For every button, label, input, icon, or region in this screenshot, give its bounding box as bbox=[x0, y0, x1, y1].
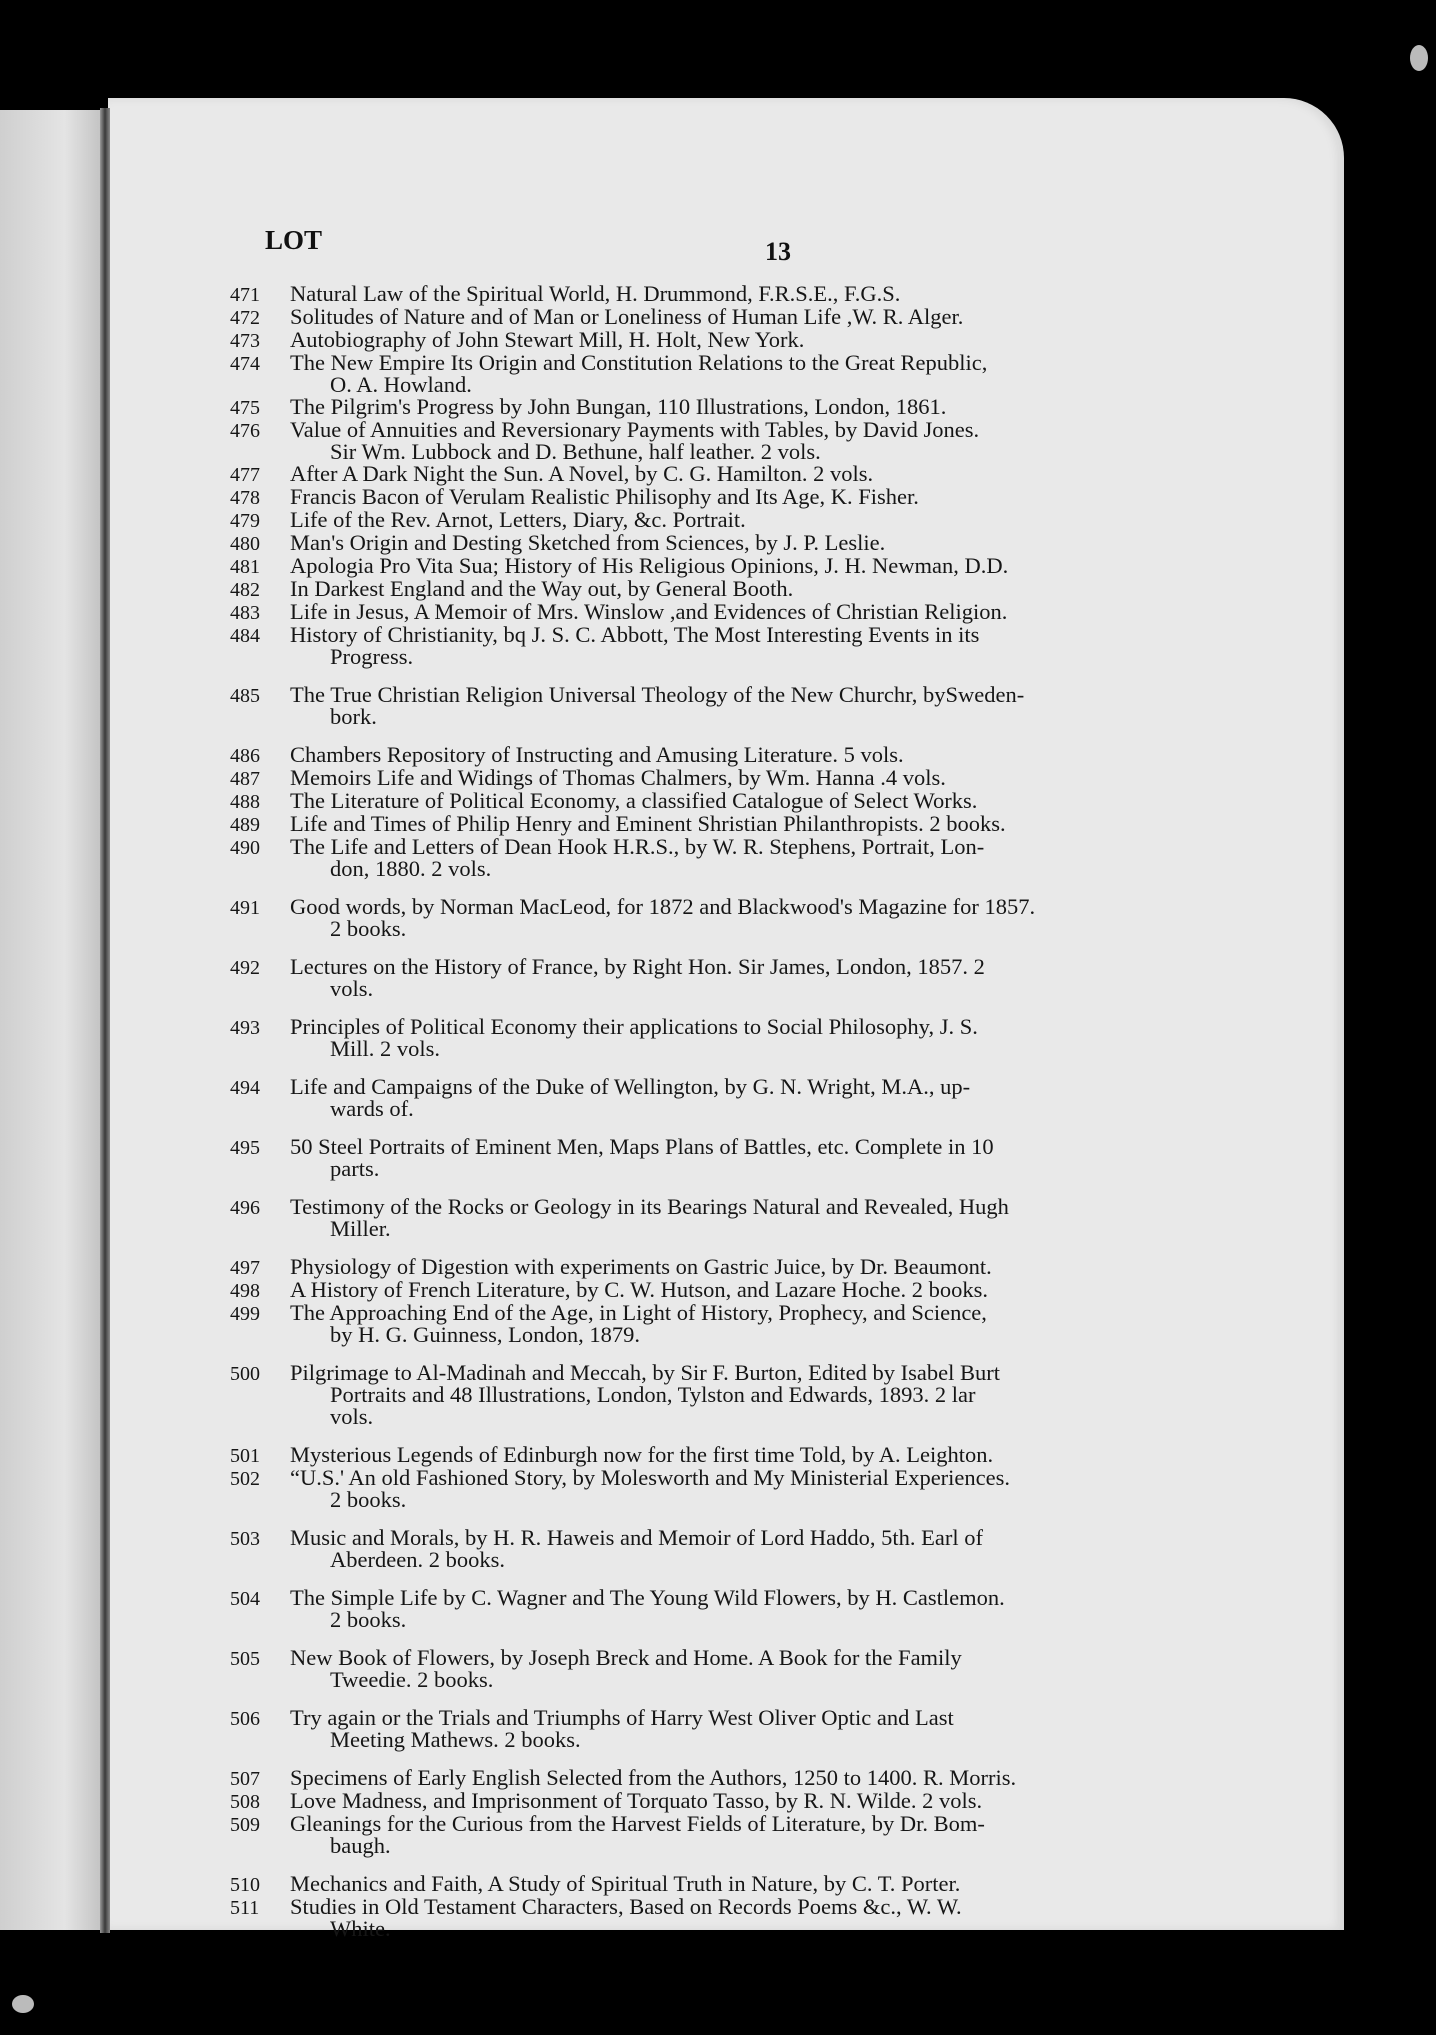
lot-entry bbox=[230, 283, 1270, 306]
page-number: 13 bbox=[765, 237, 791, 266]
lot-description-continuation: Progress. bbox=[330, 644, 414, 669]
lot-number: 509 bbox=[230, 1814, 260, 1836]
lot-description-line: The Simple Life by C. Wagner and The Young Wild Flowers, by H. Castlemon. bbox=[290, 1585, 1005, 1610]
lot-entry bbox=[230, 1587, 1270, 1631]
lot-number: 510 bbox=[230, 1874, 260, 1896]
lot-description bbox=[290, 509, 1270, 532]
lot-description bbox=[290, 684, 1270, 728]
lot-description bbox=[290, 486, 1270, 509]
lot-entry bbox=[230, 1896, 1270, 1940]
lot-number: 498 bbox=[230, 1280, 260, 1302]
lot-description bbox=[290, 352, 1270, 396]
lot-description-line: Francis Bacon of Verulam Realistic Philisophy and Its Age, K. Fisher. bbox=[290, 484, 919, 509]
lot-number: 472 bbox=[230, 307, 260, 329]
lot-description-line: In Darkest England and the Way out, by General Booth. bbox=[290, 576, 794, 601]
lot-description-continuation: Portraits and 48 Illustrations, London, Tylston and Edwards, 1893. 2 lar bbox=[330, 1382, 976, 1407]
lot-number: 479 bbox=[230, 510, 260, 532]
lot-description-line: Value of Annuities and Reversionary Payments with Tables, by David Jones. bbox=[290, 417, 980, 442]
lot-entry bbox=[230, 1302, 1270, 1346]
lot-description bbox=[290, 555, 1270, 578]
lot-description-line: Mechanics and Faith, A Study of Spiritual Truth in Nature, by C. T. Porter. bbox=[290, 1871, 961, 1896]
lot-description-line: Chambers Repository of Instructing and Amusing Literature. 5 vols. bbox=[290, 742, 904, 767]
lot-entry bbox=[230, 1647, 1270, 1691]
lot-description-line: Lectures on the History of France, by Right Hon. Sir James, London, 1857. 2 bbox=[290, 954, 985, 979]
lot-description-line: New Book of Flowers, by Joseph Breck and Home. A Book for the Family bbox=[290, 1645, 962, 1670]
lot-number: 499 bbox=[230, 1303, 260, 1325]
lot-entry bbox=[230, 956, 1270, 1000]
lot-description-line: Life and Times of Philip Henry and Eminent Shristian Philanthropists. 2 books. bbox=[290, 811, 1006, 836]
lot-description-line: Memoirs Life and Widings of Thomas Chalmers, by Wm. Hanna .4 vols. bbox=[290, 765, 946, 790]
lot-number: 475 bbox=[230, 397, 260, 419]
lot-description-continuation: Tweedie. 2 books. bbox=[330, 1667, 494, 1692]
lot-description bbox=[290, 419, 1270, 463]
lot-description-line: The Pilgrim's Progress by John Bungan, 110 Illustrations, London, 1861. bbox=[290, 394, 947, 419]
lot-description-line: Testimony of the Rocks or Geology in its Bearings Natural and Revealed, Hugh bbox=[290, 1194, 1009, 1219]
lot-description-continuation: 2 books. bbox=[330, 1607, 407, 1632]
lot-description-line: After A Dark Night the Sun. A Novel, by C. G. Hamilton. 2 vols. bbox=[290, 461, 874, 486]
lot-description-line: Life and Campaigns of the Duke of Wellington, by G. N. Wright, M.A., up- bbox=[290, 1074, 971, 1099]
lot-description-line: Music and Morals, by H. R. Haweis and Memoir of Lord Haddo, 5th. Earl of bbox=[290, 1525, 983, 1550]
lot-entry bbox=[230, 1767, 1270, 1790]
lot-description-line: 50 Steel Portraits of Eminent Men, Maps Plans of Battles, etc. Complete in 10 bbox=[290, 1134, 994, 1159]
lot-entry bbox=[230, 555, 1270, 578]
lot-description-line: Pilgrimage to Al-Madinah and Meccah, by Sir F. Burton, Edited by Isabel Burt bbox=[290, 1360, 1000, 1385]
lot-description bbox=[290, 1647, 1270, 1691]
lot-number: 488 bbox=[230, 791, 260, 813]
lot-description bbox=[290, 1896, 1270, 1940]
lot-description-continuation: Mill. 2 vols. bbox=[330, 1036, 441, 1061]
lot-description bbox=[290, 283, 1270, 306]
lot-description-line: Natural Law of the Spiritual World, H. Drummond, F.R.S.E., F.G.S. bbox=[290, 281, 901, 306]
lot-entry bbox=[230, 1873, 1270, 1896]
lot-number: 492 bbox=[230, 957, 260, 979]
lot-description-line: Mysterious Legends of Edinburgh now for the first time Told, by A. Leighton. bbox=[290, 1442, 994, 1467]
lot-description bbox=[290, 532, 1270, 555]
lot-description bbox=[290, 896, 1270, 940]
lot-description bbox=[290, 578, 1270, 601]
lot-description-line: Life of the Rev. Arnot, Letters, Diary, &c. Portrait. bbox=[290, 507, 746, 532]
lot-description bbox=[290, 1790, 1270, 1813]
lot-number: 490 bbox=[230, 837, 260, 859]
lot-description-continuation: baugh. bbox=[330, 1833, 391, 1858]
lot-description-continuation: White. bbox=[330, 1916, 391, 1941]
lot-description-line: The True Christian Religion Universal Theology of the New Churchr, bySweden- bbox=[290, 682, 1025, 707]
lot-number: 486 bbox=[230, 745, 260, 767]
lot-description-line: Solitudes of Nature and of Man or Loneliness of Human Life ,W. R. Alger. bbox=[290, 304, 964, 329]
lot-description bbox=[290, 396, 1270, 419]
lot-number: 503 bbox=[230, 1528, 260, 1550]
lot-description-continuation: don, 1880. 2 vols. bbox=[330, 856, 492, 881]
lot-description bbox=[290, 1302, 1270, 1346]
lot-description-line: The Approaching End of the Age, in Light of History, Prophecy, and Science, bbox=[290, 1300, 987, 1325]
lot-number: 496 bbox=[230, 1197, 260, 1219]
lot-entry bbox=[230, 1444, 1270, 1467]
lot-number: 502 bbox=[230, 1468, 260, 1490]
lot-number: 504 bbox=[230, 1588, 260, 1610]
lot-entry bbox=[230, 396, 1270, 419]
lot-entry bbox=[230, 1136, 1270, 1180]
lot-number: 511 bbox=[230, 1897, 260, 1919]
lot-entry bbox=[230, 624, 1270, 668]
book-gutter bbox=[100, 108, 110, 1933]
lot-description bbox=[290, 1136, 1270, 1180]
lot-description-line: The Life and Letters of Dean Hook H.R.S., by W. R. Stephens, Portrait, Lon- bbox=[290, 834, 985, 859]
lot-description bbox=[290, 1707, 1270, 1751]
lot-description bbox=[290, 1076, 1270, 1120]
lot-number: 489 bbox=[230, 814, 260, 836]
lot-description-line: Love Madness, and Imprisonment of Torquato Tasso, by R. N. Wilde. 2 vols. bbox=[290, 1788, 983, 1813]
lot-column-label: LOT bbox=[265, 225, 323, 255]
lot-number: 478 bbox=[230, 487, 260, 509]
lot-entry bbox=[230, 1813, 1270, 1857]
lot-number: 493 bbox=[230, 1017, 260, 1039]
page-header bbox=[155, 225, 1265, 265]
lot-description-continuation: Miller. bbox=[330, 1216, 391, 1241]
lot-description-line: Apologia Pro Vita Sua; History of His Religious Opinions, J. H. Newman, D.D. bbox=[290, 553, 1009, 578]
lot-description bbox=[290, 463, 1270, 486]
lot-number: 474 bbox=[230, 353, 260, 375]
lot-description-line: The New Empire Its Origin and Constitution Relations to the Great Republic, bbox=[290, 350, 988, 375]
lot-description-continuation: 2 books. bbox=[330, 1487, 407, 1512]
lot-entry bbox=[230, 744, 1270, 767]
lot-entry bbox=[230, 790, 1270, 813]
lot-number: 491 bbox=[230, 897, 260, 919]
lot-entry bbox=[230, 1076, 1270, 1120]
lot-number: 505 bbox=[230, 1648, 260, 1670]
lot-description bbox=[290, 624, 1270, 668]
lot-number: 484 bbox=[230, 625, 260, 647]
lot-description bbox=[290, 956, 1270, 1000]
lot-description bbox=[290, 767, 1270, 790]
lot-description bbox=[290, 1767, 1270, 1790]
lot-description-line: Good words, by Norman MacLeod, for 1872 and Blackwood's Magazine for 1857. bbox=[290, 894, 1036, 919]
lot-entry bbox=[230, 767, 1270, 790]
lot-entry bbox=[230, 329, 1270, 352]
lot-number: 495 bbox=[230, 1137, 260, 1159]
lot-number: 506 bbox=[230, 1708, 260, 1730]
lot-description bbox=[290, 1256, 1270, 1279]
lot-description bbox=[290, 836, 1270, 880]
lot-description-continuation: Sir Wm. Lubbock and D. Bethune, half leather. 2 vols. bbox=[330, 439, 821, 464]
lot-description-continuation: 2 books. bbox=[330, 916, 407, 941]
lot-description-continuation: vols. bbox=[330, 1404, 374, 1429]
lot-description-continuation: Meeting Mathews. 2 books. bbox=[330, 1727, 581, 1752]
lot-number: 482 bbox=[230, 579, 260, 601]
facing-page-edge bbox=[0, 110, 108, 1930]
lot-number: 483 bbox=[230, 602, 260, 624]
lot-description-continuation: Aberdeen. 2 books. bbox=[330, 1547, 505, 1572]
lot-description-line: Studies in Old Testament Characters, Based on Records Poems &c., W. W. bbox=[290, 1894, 962, 1919]
lot-number: 507 bbox=[230, 1768, 260, 1790]
lot-entry bbox=[230, 306, 1270, 329]
lot-description bbox=[290, 1873, 1270, 1896]
lot-description bbox=[290, 1527, 1270, 1571]
lot-number: 494 bbox=[230, 1077, 260, 1099]
lot-entry bbox=[230, 1256, 1270, 1279]
lot-description-line: Specimens of Early English Selected from the Authors, 1250 to 1400. R. Morris. bbox=[290, 1765, 1017, 1790]
lot-entry bbox=[230, 1196, 1270, 1240]
lot-entry bbox=[230, 1707, 1270, 1751]
lot-description-continuation: O. A. Howland. bbox=[330, 372, 472, 397]
lot-entry bbox=[230, 352, 1270, 396]
lot-description bbox=[290, 601, 1270, 624]
lot-description bbox=[290, 329, 1270, 352]
lot-entry bbox=[230, 1016, 1270, 1060]
lot-description-line: Principles of Political Economy their applications to Social Philosophy, J. S. bbox=[290, 1014, 978, 1039]
lot-number: 501 bbox=[230, 1445, 260, 1467]
lot-description bbox=[290, 1362, 1270, 1428]
lot-description bbox=[290, 1016, 1270, 1060]
lot-entry bbox=[230, 813, 1270, 836]
lot-description-line: History of Christianity, bq J. S. C. Abbott, The Most Interesting Events in its bbox=[290, 622, 980, 647]
lot-description-line: The Literature of Political Economy, a classified Catalogue of Select Works. bbox=[290, 788, 978, 813]
lot-entry bbox=[230, 578, 1270, 601]
lot-entry bbox=[230, 1527, 1270, 1571]
lot-description-continuation: by H. G. Guinness, London, 1879. bbox=[330, 1322, 640, 1347]
lot-number: 500 bbox=[230, 1363, 260, 1385]
lot-description-continuation: vols. bbox=[330, 976, 374, 1001]
lot-description bbox=[290, 306, 1270, 329]
lot-entry bbox=[230, 896, 1270, 940]
lot-description-line: Physiology of Digestion with experiments on Gastric Juice, by Dr. Beaumont. bbox=[290, 1254, 992, 1279]
lot-description bbox=[290, 1813, 1270, 1857]
lot-description-line: A History of French Literature, by C. W. Hutson, and Lazare Hoche. 2 books. bbox=[290, 1277, 988, 1302]
lot-description bbox=[290, 790, 1270, 813]
lot-description-line: “U.S.' An old Fashioned Story, by Molesworth and My Ministerial Experiences. bbox=[290, 1465, 1011, 1490]
scan-speck bbox=[12, 1995, 34, 2013]
lot-number: 473 bbox=[230, 330, 260, 352]
lot-description-continuation: bork. bbox=[330, 704, 377, 729]
lot-entry bbox=[230, 532, 1270, 555]
lot-description-line: Gleanings for the Curious from the Harvest Fields of Literature, by Dr. Bom- bbox=[290, 1811, 985, 1836]
lot-description-line: Man's Origin and Desting Sketched from Sciences, by J. P. Leslie. bbox=[290, 530, 886, 555]
lot-number: 476 bbox=[230, 420, 260, 442]
lot-number: 487 bbox=[230, 768, 260, 790]
lot-description bbox=[290, 1196, 1270, 1240]
lot-entry bbox=[230, 1362, 1270, 1428]
lot-description-line: Autobiography of John Stewart Mill, H. Holt, New York. bbox=[290, 327, 805, 352]
lot-entry bbox=[230, 1467, 1270, 1511]
lot-entry bbox=[230, 419, 1270, 463]
scan-speck bbox=[1410, 45, 1428, 71]
lot-number: 485 bbox=[230, 685, 260, 707]
lot-entry bbox=[230, 463, 1270, 486]
lot-description-line: Life in Jesus, A Memoir of Mrs. Winslow ,and Evidences of Christian Religion. bbox=[290, 599, 1008, 624]
lot-description-continuation: wards of. bbox=[330, 1096, 414, 1121]
lot-entry bbox=[230, 601, 1270, 624]
lot-description bbox=[290, 1444, 1270, 1467]
lot-number: 480 bbox=[230, 533, 260, 555]
lot-description bbox=[290, 1587, 1270, 1631]
lot-description-line: Try again or the Trials and Triumphs of Harry West Oliver Optic and Last bbox=[290, 1705, 954, 1730]
lot-entry bbox=[230, 836, 1270, 880]
lot-number: 497 bbox=[230, 1257, 260, 1279]
lot-number: 481 bbox=[230, 556, 260, 578]
lot-description bbox=[290, 813, 1270, 836]
lot-entry bbox=[230, 684, 1270, 728]
lot-description bbox=[290, 744, 1270, 767]
lot-list bbox=[230, 283, 1270, 1940]
lot-entry bbox=[230, 509, 1270, 532]
lot-number: 477 bbox=[230, 464, 260, 486]
lot-number: 508 bbox=[230, 1791, 260, 1813]
lot-entry bbox=[230, 1279, 1270, 1302]
lot-entry bbox=[230, 486, 1270, 509]
lot-entry bbox=[230, 1790, 1270, 1813]
lot-number: 471 bbox=[230, 284, 260, 306]
lot-description bbox=[290, 1467, 1270, 1511]
lot-description-continuation: parts. bbox=[330, 1156, 380, 1181]
lot-description bbox=[290, 1279, 1270, 1302]
